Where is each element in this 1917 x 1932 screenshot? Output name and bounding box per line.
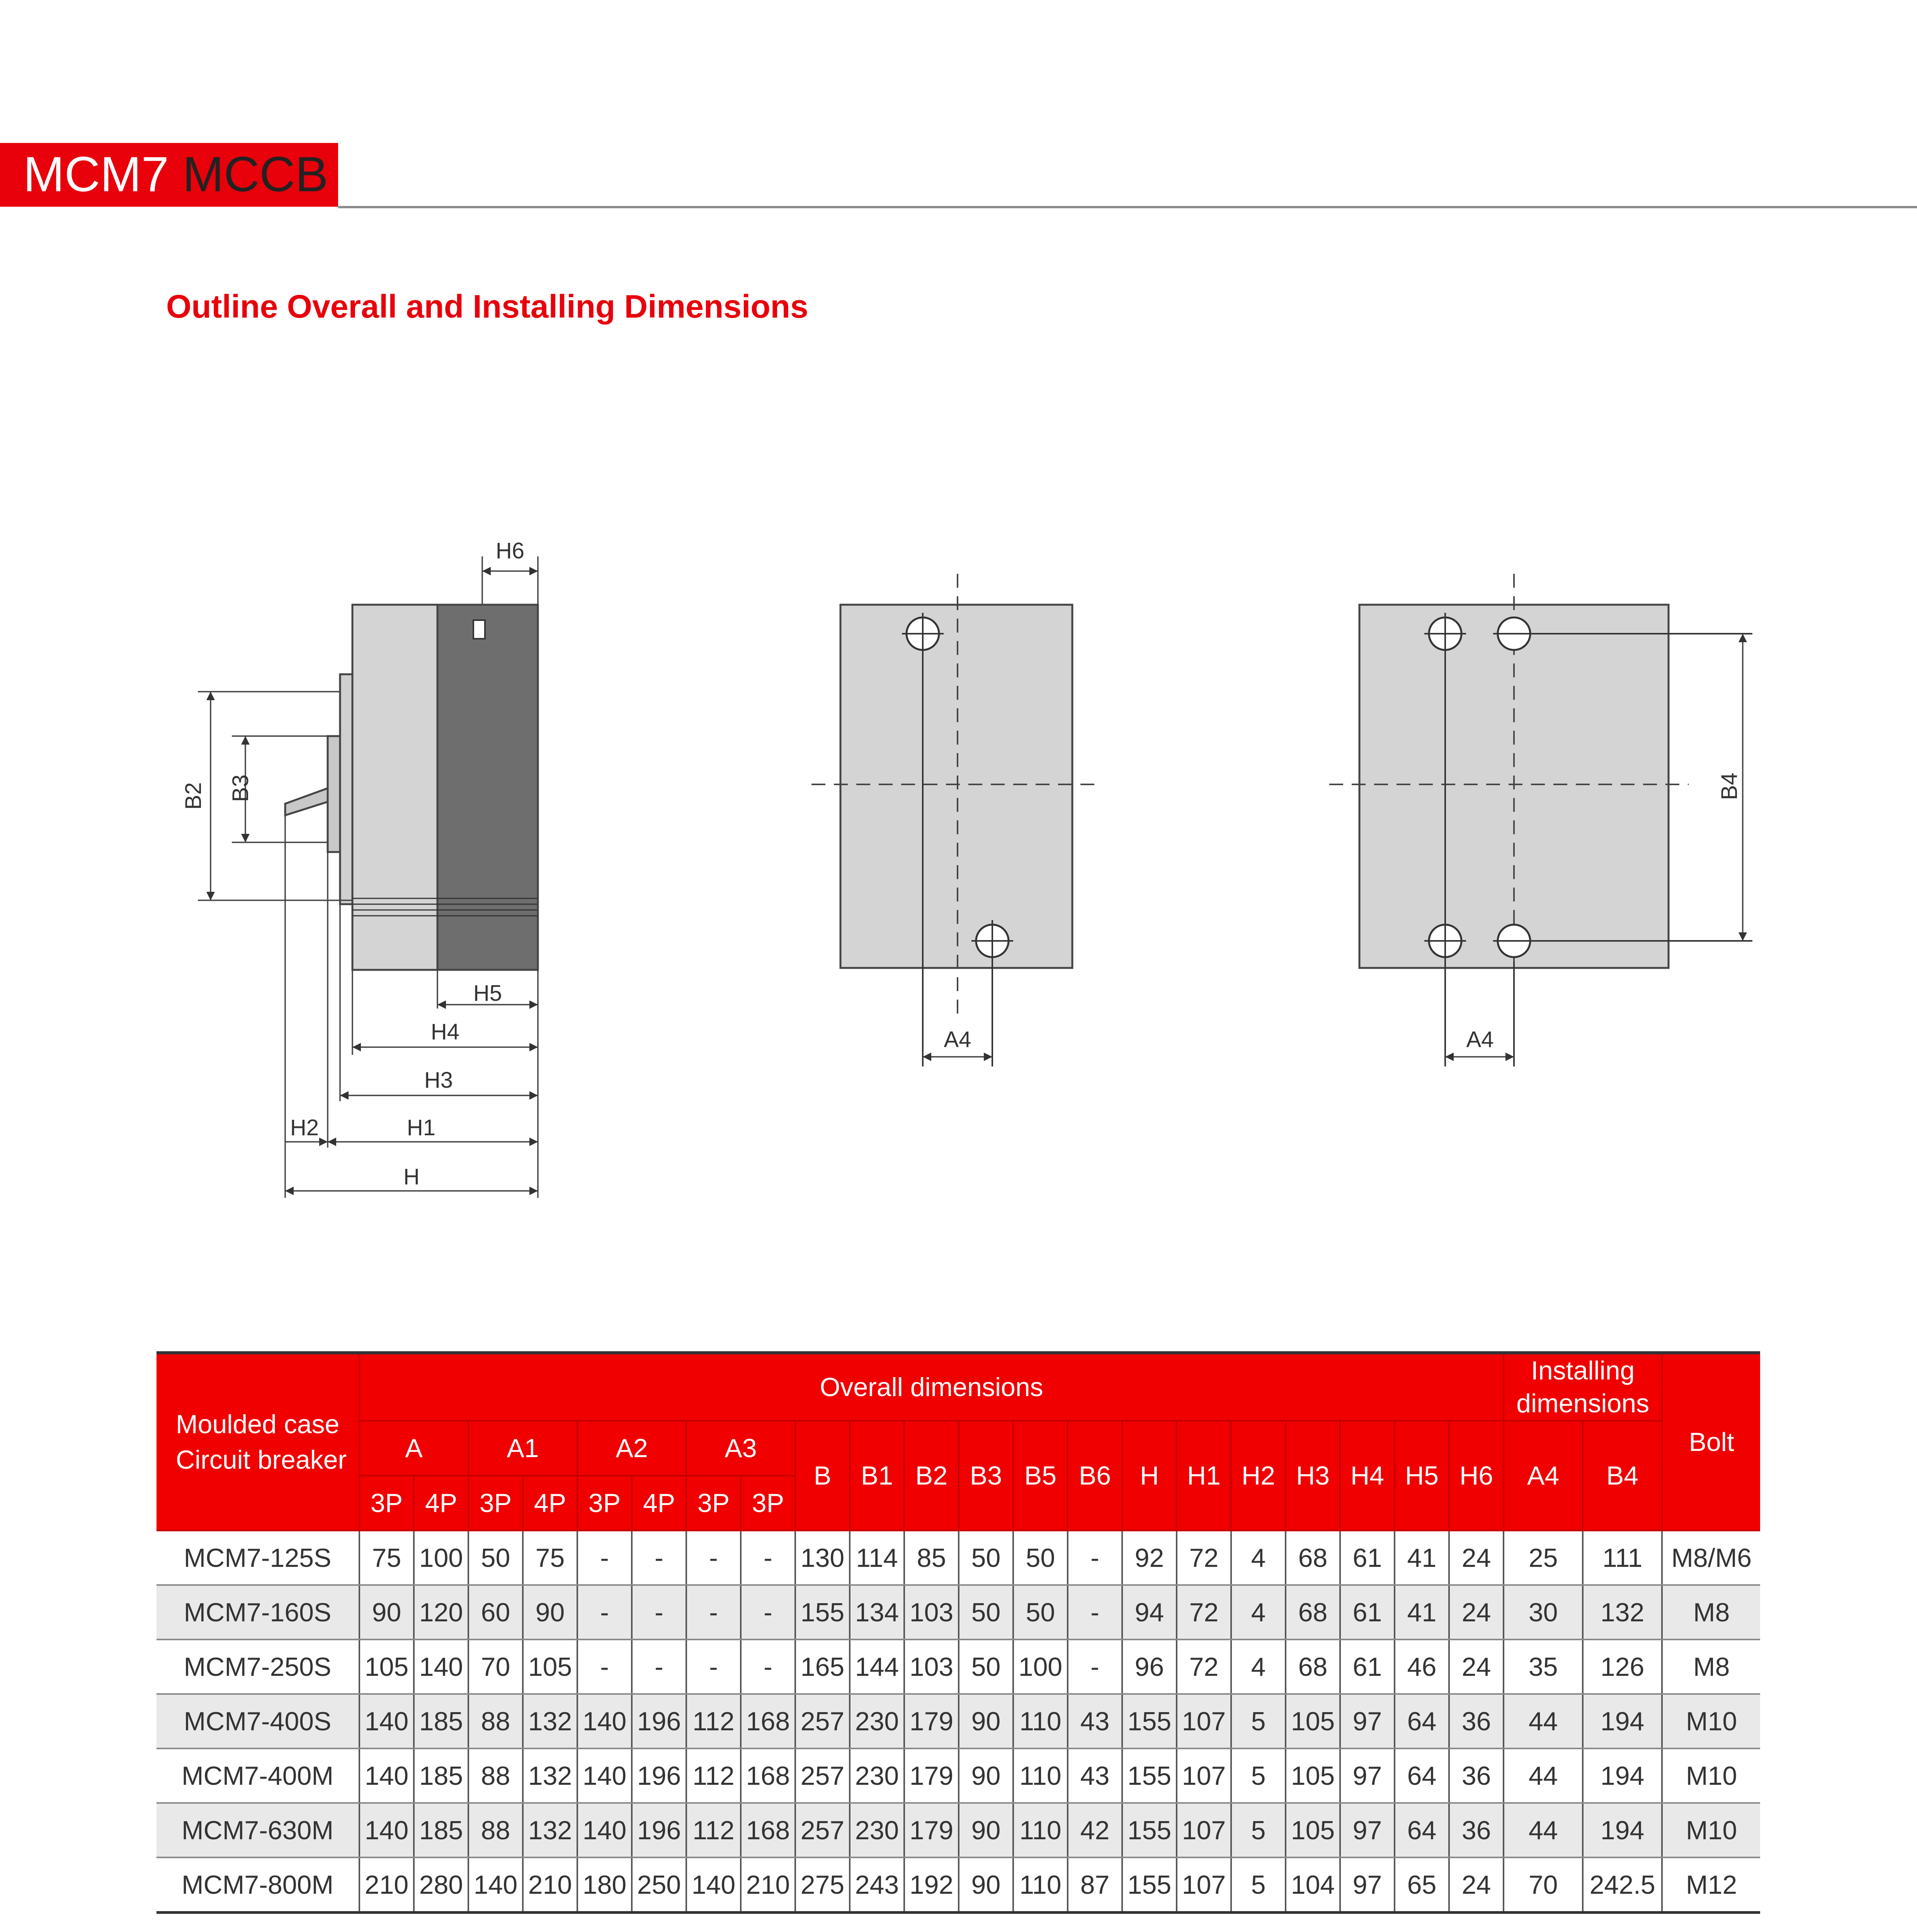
value-cell: 44	[1504, 1803, 1583, 1857]
value-cell: 72	[1177, 1531, 1231, 1585]
value-cell: 100	[414, 1531, 468, 1585]
value-cell: M10	[1662, 1748, 1760, 1803]
value-cell: 155	[1122, 1748, 1177, 1803]
model-cell: MCM7-125S	[156, 1531, 359, 1585]
value-cell: 94	[1122, 1585, 1177, 1639]
bolt-header: Bolt	[1662, 1354, 1760, 1531]
value-cell: 104	[1286, 1857, 1340, 1913]
table-row	[156, 1694, 1760, 1748]
label-a4-3p: A4	[944, 1027, 971, 1052]
value-cell: 65	[1395, 1857, 1449, 1913]
value-cell: -	[1068, 1639, 1122, 1694]
value-cell: 103	[904, 1585, 959, 1639]
value-cell: 61	[1340, 1639, 1395, 1694]
table-row	[156, 1803, 1760, 1857]
value-cell: 90	[959, 1857, 1013, 1913]
value-cell: 68	[1286, 1531, 1340, 1585]
value-cell: 155	[1122, 1803, 1177, 1857]
value-cell: -	[1068, 1531, 1122, 1585]
value-cell: 50	[959, 1531, 1013, 1585]
col-h3: H3	[1286, 1421, 1340, 1531]
value-cell: 105	[1286, 1803, 1340, 1857]
value-cell: 112	[686, 1748, 741, 1803]
value-cell: 140	[686, 1857, 741, 1913]
value-cell: 112	[686, 1694, 741, 1748]
value-cell: 275	[795, 1857, 850, 1913]
value-cell: 165	[795, 1639, 850, 1694]
value-cell: -	[741, 1639, 795, 1694]
value-cell: 25	[1504, 1531, 1583, 1585]
table-row	[156, 1639, 1760, 1694]
value-cell: 155	[795, 1585, 850, 1639]
value-cell: -	[577, 1585, 632, 1639]
value-cell: 43	[1068, 1748, 1122, 1803]
value-cell: 70	[1504, 1857, 1583, 1913]
col-b6: B6	[1068, 1421, 1122, 1531]
value-cell: 36	[1449, 1694, 1504, 1748]
model-cell: MCM7-630M	[156, 1803, 359, 1857]
col-h1: H1	[1177, 1421, 1231, 1531]
value-cell: 96	[1122, 1639, 1177, 1694]
value-cell: 168	[741, 1803, 795, 1857]
value-cell: 140	[414, 1639, 468, 1694]
value-cell: M8/M6	[1662, 1531, 1760, 1585]
pole-header: 4P	[523, 1476, 577, 1531]
value-cell: 97	[1340, 1748, 1395, 1803]
pole-header: 4P	[632, 1476, 686, 1531]
corner-header: Moulded case Circuit breaker	[156, 1354, 359, 1531]
value-cell: 134	[850, 1585, 904, 1639]
value-cell: 140	[577, 1748, 632, 1803]
value-cell: 41	[1395, 1531, 1449, 1585]
value-cell: 107	[1177, 1694, 1231, 1748]
label-b2: B2	[181, 782, 206, 810]
value-cell: 107	[1177, 1748, 1231, 1803]
value-cell: 114	[850, 1531, 904, 1585]
value-cell: 210	[741, 1857, 795, 1913]
value-cell: 90	[959, 1803, 1013, 1857]
value-cell: 68	[1286, 1585, 1340, 1639]
value-cell: M8	[1662, 1585, 1760, 1639]
label-a4-4p: A4	[1466, 1027, 1494, 1052]
value-cell: 36	[1449, 1748, 1504, 1803]
value-cell: 110	[1013, 1857, 1068, 1913]
front-view-3p-drawing	[811, 574, 1101, 1066]
value-cell: 60	[468, 1585, 523, 1639]
value-cell: 88	[468, 1803, 523, 1857]
value-cell: -	[1068, 1585, 1122, 1639]
col-group-a1: A1	[468, 1421, 577, 1476]
value-cell: 185	[414, 1694, 468, 1748]
value-cell: 194	[1583, 1803, 1662, 1857]
value-cell: -	[632, 1585, 686, 1639]
col-group-a3: A3	[686, 1421, 795, 1476]
model-cell: MCM7-160S	[156, 1585, 359, 1639]
value-cell: M8	[1662, 1639, 1760, 1694]
value-cell: 210	[359, 1857, 414, 1913]
value-cell: 132	[1583, 1585, 1662, 1639]
model-cell: MCM7-400S	[156, 1694, 359, 1748]
value-cell: 126	[1583, 1639, 1662, 1694]
value-cell: M10	[1662, 1694, 1760, 1748]
pole-header: 3P	[359, 1476, 414, 1531]
front-view-4p-drawing	[1329, 574, 1752, 1066]
model-cell: MCM7-250S	[156, 1639, 359, 1694]
value-cell: 43	[1068, 1694, 1122, 1748]
value-cell: 210	[523, 1857, 577, 1913]
value-cell: 24	[1449, 1639, 1504, 1694]
value-cell: 132	[523, 1748, 577, 1803]
label-b3: B3	[228, 774, 253, 802]
value-cell: 5	[1231, 1748, 1286, 1803]
side-view-drawing	[198, 556, 538, 1198]
value-cell: 132	[523, 1694, 577, 1748]
value-cell: 120	[414, 1585, 468, 1639]
value-cell: 46	[1395, 1639, 1449, 1694]
value-cell: 110	[1013, 1694, 1068, 1748]
value-cell: 90	[959, 1694, 1013, 1748]
section-title: Outline Overall and Installing Dimensions	[166, 288, 808, 325]
value-cell: 140	[359, 1748, 414, 1803]
value-cell: 64	[1395, 1694, 1449, 1748]
label-h5: H5	[473, 981, 502, 1006]
value-cell: 75	[523, 1531, 577, 1585]
col-b2: B2	[904, 1421, 959, 1531]
header-title-type: MCCB	[182, 147, 328, 202]
col-b1: B1	[850, 1421, 904, 1531]
value-cell: -	[686, 1639, 741, 1694]
value-cell: 72	[1177, 1639, 1231, 1694]
value-cell: 185	[414, 1803, 468, 1857]
table-row	[156, 1857, 1760, 1913]
value-cell: 88	[468, 1748, 523, 1803]
pole-header: 3P	[741, 1476, 795, 1531]
value-cell: 250	[632, 1857, 686, 1913]
value-cell: 4	[1231, 1639, 1286, 1694]
value-cell: 144	[850, 1639, 904, 1694]
value-cell: -	[577, 1639, 632, 1694]
value-cell: 179	[904, 1694, 959, 1748]
value-cell: 196	[632, 1803, 686, 1857]
value-cell: 42	[1068, 1803, 1122, 1857]
value-cell: 61	[1340, 1585, 1395, 1639]
value-cell: 132	[523, 1803, 577, 1857]
value-cell: 105	[1286, 1748, 1340, 1803]
value-cell: 92	[1122, 1531, 1177, 1585]
value-cell: 230	[850, 1803, 904, 1857]
value-cell: 44	[1504, 1748, 1583, 1803]
value-cell: 68	[1286, 1639, 1340, 1694]
value-cell: 36	[1449, 1803, 1504, 1857]
value-cell: 107	[1177, 1857, 1231, 1913]
value-cell: 155	[1122, 1694, 1177, 1748]
col-h: H	[1122, 1421, 1177, 1531]
value-cell: 130	[795, 1531, 850, 1585]
col-h5: H5	[1395, 1421, 1449, 1531]
value-cell: 179	[904, 1748, 959, 1803]
label-b4: B4	[1717, 772, 1742, 800]
header-title-series: MCM7	[23, 147, 169, 202]
value-cell: -	[686, 1531, 741, 1585]
value-cell: 35	[1504, 1639, 1583, 1694]
value-cell: 257	[795, 1694, 850, 1748]
header-row-2	[156, 1421, 1760, 1476]
value-cell: 196	[632, 1694, 686, 1748]
label-h4: H4	[430, 1019, 460, 1044]
label-h3: H3	[424, 1068, 453, 1093]
value-cell: -	[632, 1639, 686, 1694]
value-cell: 64	[1395, 1748, 1449, 1803]
label-h1: H1	[407, 1115, 436, 1140]
value-cell: 103	[904, 1639, 959, 1694]
value-cell: 90	[959, 1748, 1013, 1803]
pole-header: 3P	[577, 1476, 632, 1531]
value-cell: 112	[686, 1803, 741, 1857]
value-cell: 97	[1340, 1857, 1395, 1913]
value-cell: 194	[1583, 1694, 1662, 1748]
col-group-a: A	[359, 1421, 468, 1476]
value-cell: -	[741, 1531, 795, 1585]
value-cell: 50	[1013, 1531, 1068, 1585]
value-cell: 180	[577, 1857, 632, 1913]
value-cell: 88	[468, 1694, 523, 1748]
value-cell: 168	[741, 1694, 795, 1748]
value-cell: 72	[1177, 1585, 1231, 1639]
value-cell: 242.5	[1583, 1857, 1662, 1913]
value-cell: 155	[1122, 1857, 1177, 1913]
value-cell: 5	[1231, 1694, 1286, 1748]
dimensions-table	[156, 1354, 1760, 1914]
pole-header: 4P	[414, 1476, 468, 1531]
value-cell: 192	[904, 1857, 959, 1913]
value-cell: 5	[1231, 1857, 1286, 1913]
value-cell: 179	[904, 1803, 959, 1857]
table-body	[156, 1531, 1760, 1913]
value-cell: 105	[1286, 1694, 1340, 1748]
table-top-rule	[156, 1351, 1760, 1354]
header-row-1	[156, 1354, 1760, 1421]
label-h2: H2	[290, 1115, 319, 1140]
value-cell: 230	[850, 1694, 904, 1748]
value-cell: 61	[1340, 1531, 1395, 1585]
label-h: H	[403, 1164, 420, 1189]
value-cell: 194	[1583, 1748, 1662, 1803]
value-cell: 50	[1013, 1585, 1068, 1639]
model-cell: MCM7-800M	[156, 1857, 359, 1913]
value-cell: 185	[414, 1748, 468, 1803]
label-h6: H6	[495, 538, 525, 563]
installing-dimensions-header: Installing dimensions	[1504, 1354, 1662, 1421]
col-a4: A4	[1504, 1421, 1583, 1531]
value-cell: 85	[904, 1531, 959, 1585]
value-cell: 4	[1231, 1531, 1286, 1585]
value-cell: 140	[359, 1694, 414, 1748]
value-cell: 230	[850, 1748, 904, 1803]
value-cell: 257	[795, 1748, 850, 1803]
value-cell: 50	[959, 1639, 1013, 1694]
value-cell: 243	[850, 1857, 904, 1913]
value-cell: 97	[1340, 1694, 1395, 1748]
value-cell: 90	[359, 1585, 414, 1639]
value-cell: 64	[1395, 1803, 1449, 1857]
model-cell: MCM7-400M	[156, 1748, 359, 1803]
col-group-a2: A2	[577, 1421, 686, 1476]
col-b5: B5	[1013, 1421, 1068, 1531]
value-cell: 111	[1583, 1531, 1662, 1585]
overall-dimensions-header: Overall dimensions	[359, 1354, 1504, 1421]
col-h4: H4	[1340, 1421, 1395, 1531]
value-cell: 50	[959, 1585, 1013, 1639]
value-cell: M12	[1662, 1857, 1760, 1913]
value-cell: 100	[1013, 1639, 1068, 1694]
col-b3: B3	[959, 1421, 1013, 1531]
value-cell: 107	[1177, 1803, 1231, 1857]
value-cell: 24	[1449, 1585, 1504, 1639]
value-cell: 140	[468, 1857, 523, 1913]
value-cell: -	[741, 1585, 795, 1639]
value-cell: 105	[359, 1639, 414, 1694]
col-h6: H6	[1449, 1421, 1504, 1531]
value-cell: 50	[468, 1531, 523, 1585]
value-cell: 44	[1504, 1694, 1583, 1748]
value-cell: -	[577, 1531, 632, 1585]
value-cell: 110	[1013, 1748, 1068, 1803]
table-row	[156, 1748, 1760, 1803]
pole-header: 3P	[468, 1476, 523, 1531]
value-cell: 90	[523, 1585, 577, 1639]
value-cell: 70	[468, 1639, 523, 1694]
col-b4: B4	[1583, 1421, 1662, 1531]
value-cell: 24	[1449, 1857, 1504, 1913]
value-cell: 196	[632, 1748, 686, 1803]
value-cell: 24	[1449, 1531, 1504, 1585]
value-cell: 5	[1231, 1803, 1286, 1857]
value-cell: 257	[795, 1803, 850, 1857]
value-cell: 97	[1340, 1803, 1395, 1857]
value-cell: 41	[1395, 1585, 1449, 1639]
pole-header: 3P	[686, 1476, 741, 1531]
value-cell: -	[686, 1585, 741, 1639]
value-cell: 4	[1231, 1585, 1286, 1639]
value-cell: -	[632, 1531, 686, 1585]
table-row	[156, 1585, 1760, 1639]
value-cell: 87	[1068, 1857, 1122, 1913]
value-cell: 30	[1504, 1585, 1583, 1639]
value-cell: 140	[359, 1803, 414, 1857]
col-h2: H2	[1231, 1421, 1286, 1531]
value-cell: 105	[523, 1639, 577, 1694]
value-cell: 75	[359, 1531, 414, 1585]
value-cell: 140	[577, 1694, 632, 1748]
value-cell: 280	[414, 1857, 468, 1913]
value-cell: 168	[741, 1748, 795, 1803]
value-cell: 140	[577, 1803, 632, 1857]
value-cell: 110	[1013, 1803, 1068, 1857]
table-row	[156, 1531, 1760, 1585]
value-cell: M10	[1662, 1803, 1760, 1857]
col-b: B	[795, 1421, 850, 1531]
